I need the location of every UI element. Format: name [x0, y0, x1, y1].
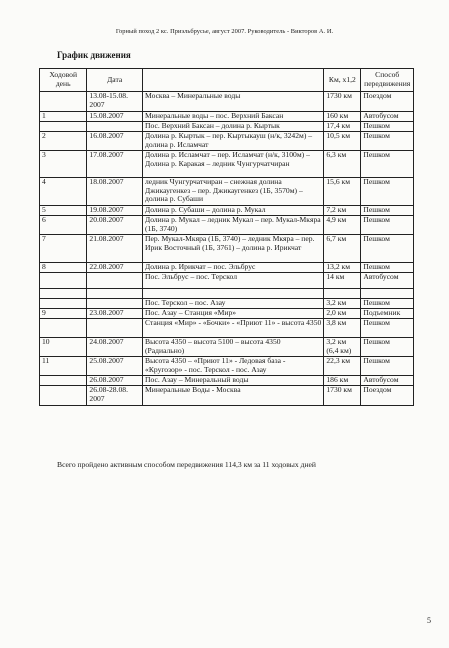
route-cell: Пос. Эльбрус – пос. Терскол: [143, 273, 324, 289]
table-header-row: [40, 69, 414, 92]
km-cell: 1730 км: [324, 386, 361, 406]
mode-cell: Пешком: [361, 206, 414, 216]
mode-cell: Подъемник: [361, 309, 414, 319]
mode-cell: Пешком: [361, 151, 414, 178]
route-cell: Долина р. Субаши – долина р. Мукал: [143, 206, 324, 216]
route-cell: Минеральные воды – пос. Верхний Баксан: [143, 112, 324, 122]
km-cell: 2,0 км: [324, 309, 361, 319]
date-cell: 21.08.2007: [87, 235, 143, 263]
route-cell: ледник Чунгурчатчиран – снежная долина Джикаугенкез – пер. Джикаугенкез (1Б, 3570м) – долина р. Субаши: [143, 178, 324, 206]
route-cell: Долина р. Ирикчат – пос. Эльбрус: [143, 263, 324, 273]
route-cell: Пос. Верхний Баксан – долина р. Кыртык: [143, 122, 324, 132]
route-cell: Долина р. Исламчат – пер. Исламчат (н/к, 3100м) – Долина р. Каракая – ледник Чунгурчатчиран: [143, 151, 324, 178]
page-title: График движения: [57, 50, 131, 60]
mode-cell: Пешком: [361, 216, 414, 235]
day-cell: [40, 386, 87, 406]
date-cell: [87, 299, 143, 309]
date-cell: 17.08.2007: [87, 151, 143, 178]
route-cell: Москва – Минеральные воды: [143, 92, 324, 112]
column-header-day: Ходовой день: [40, 69, 87, 92]
mode-cell: Автобусом: [361, 112, 414, 122]
day-cell: 4: [40, 178, 87, 206]
date-cell: 16.08.2007: [87, 132, 143, 151]
day-cell: 8: [40, 263, 87, 273]
route-cell: Долина р. Кыртык – пер. Кыртыкауш (н/к, 3242м) – долина р. Исламчат: [143, 132, 324, 151]
km-cell: 22,3 км: [324, 357, 361, 376]
route-cell: Станция «Мир» - «Бочки» - «Приют 11» - высота 4350: [143, 319, 324, 338]
route-cell: Пос. Азау – Минеральный воды: [143, 376, 324, 386]
date-cell: 24.08.2007: [87, 338, 143, 357]
mode-cell: Автобусом: [361, 273, 414, 289]
km-cell: 13,2 км: [324, 263, 361, 273]
mode-cell: Пешком: [361, 263, 414, 273]
km-cell: 15,6 км: [324, 178, 361, 206]
date-cell: 19.08.2007: [87, 206, 143, 216]
km-cell: 3,2 км: [324, 299, 361, 309]
date-cell: 18.08.2007: [87, 178, 143, 206]
date-cell: 20.08.2007: [87, 216, 143, 235]
route-cell: Пос. Азау – Станция «Мир»: [143, 309, 324, 319]
mode-cell: Поездом: [361, 386, 414, 406]
table-row: [40, 92, 414, 112]
day-cell: 6: [40, 216, 87, 235]
km-cell: 6,7 км: [324, 235, 361, 263]
table-row: [40, 132, 414, 151]
km-cell: 17,4 км: [324, 122, 361, 132]
route-cell: Долина р. Мукал – ледник Мукал – пер. Мукал-Мкяра (1Б, 3740): [143, 216, 324, 235]
date-cell: 25.08.2007: [87, 357, 143, 376]
table-row: [40, 151, 414, 178]
date-cell: [87, 122, 143, 132]
day-cell: 5: [40, 206, 87, 216]
day-cell: [40, 92, 87, 112]
date-cell: 26.08.2007: [87, 376, 143, 386]
table-row: [40, 263, 414, 273]
day-cell: [40, 122, 87, 132]
route-cell: Пос. Терскол – пос. Азау: [143, 299, 324, 309]
page-number: 5: [427, 616, 431, 625]
day-cell: 2: [40, 132, 87, 151]
route-cell: [143, 289, 324, 299]
day-cell: 3: [40, 151, 87, 178]
column-header-km: Км, х1,2: [324, 69, 361, 92]
table-row: [40, 309, 414, 319]
day-cell: [40, 299, 87, 309]
schedule-table: [39, 68, 414, 406]
day-cell: 10: [40, 338, 87, 357]
km-cell: 14 км: [324, 273, 361, 289]
mode-cell: Пешком: [361, 357, 414, 376]
table-row: [40, 178, 414, 206]
km-cell: 4,9 км: [324, 216, 361, 235]
km-cell: 3,2 км (6,4 км): [324, 338, 361, 357]
table-row: [40, 319, 414, 338]
date-cell: 22.08.2007: [87, 263, 143, 273]
column-header-date: Дата: [87, 69, 143, 92]
km-cell: [324, 289, 361, 299]
route-cell: Минеральные Воды - Москва: [143, 386, 324, 406]
date-cell: [87, 319, 143, 338]
mode-cell: Пешком: [361, 178, 414, 206]
date-cell: [87, 273, 143, 289]
day-cell: [40, 319, 87, 338]
column-header-mode: Способ передвижения: [361, 69, 414, 92]
mode-cell: [361, 289, 414, 299]
column-header-route: [143, 69, 324, 92]
mode-cell: Пешком: [361, 338, 414, 357]
day-cell: [40, 273, 87, 289]
summary-text: Всего пройдено активным способом передвижения 114,3 км за 11 ходовых дней: [57, 460, 316, 469]
page-header: Горный поход 2 кс. Приэльбрусье, август 2007. Руководитель - Викторов А. И.: [115, 28, 334, 35]
mode-cell: Пешком: [361, 122, 414, 132]
day-cell: 9: [40, 309, 87, 319]
route-cell: Высота 4350 – высота 5100 – высота 4350 (Радиально): [143, 338, 324, 357]
km-cell: 186 км: [324, 376, 361, 386]
mode-cell: Автобусом: [361, 376, 414, 386]
km-cell: 3,8 км: [324, 319, 361, 338]
table-row: [40, 235, 414, 263]
date-cell: 26.08-28.08. 2007: [87, 386, 143, 406]
table-row: [40, 376, 414, 386]
day-cell: [40, 289, 87, 299]
table-row: [40, 112, 414, 122]
mode-cell: Пешком: [361, 132, 414, 151]
mode-cell: Поездом: [361, 92, 414, 112]
mode-cell: Пешком: [361, 235, 414, 263]
date-cell: 15.08.2007: [87, 112, 143, 122]
table-row: [40, 273, 414, 289]
day-cell: 11: [40, 357, 87, 376]
day-cell: 7: [40, 235, 87, 263]
date-cell: 13.08-15.08. 2007: [87, 92, 143, 112]
km-cell: 6,3 км: [324, 151, 361, 178]
mode-cell: Пешком: [361, 299, 414, 309]
mode-cell: Пешком: [361, 319, 414, 338]
day-cell: [40, 376, 87, 386]
route-cell: Высота 4350 – «Приют 11» - Ледовая база - «Кругозор» - пос. Терскол - пос. Азау: [143, 357, 324, 376]
date-cell: 23.08.2007: [87, 309, 143, 319]
table-row: [40, 386, 414, 406]
km-cell: 10,5 км: [324, 132, 361, 151]
table-row: [40, 357, 414, 376]
km-cell: 7,2 км: [324, 206, 361, 216]
date-cell: [87, 289, 143, 299]
table-row: [40, 299, 414, 309]
table-row: [40, 206, 414, 216]
table-row: [40, 289, 414, 299]
table-row: [40, 338, 414, 357]
route-cell: Пер. Мукал-Мкяра (1Б, 3740) – ледник Мкяра – пер. Ирик Восточный (1Б, 3761) – долина р. Ирикчат: [143, 235, 324, 263]
km-cell: 1730 км: [324, 92, 361, 112]
table-row: [40, 122, 414, 132]
km-cell: 160 км: [324, 112, 361, 122]
day-cell: 1: [40, 112, 87, 122]
table-row: [40, 216, 414, 235]
